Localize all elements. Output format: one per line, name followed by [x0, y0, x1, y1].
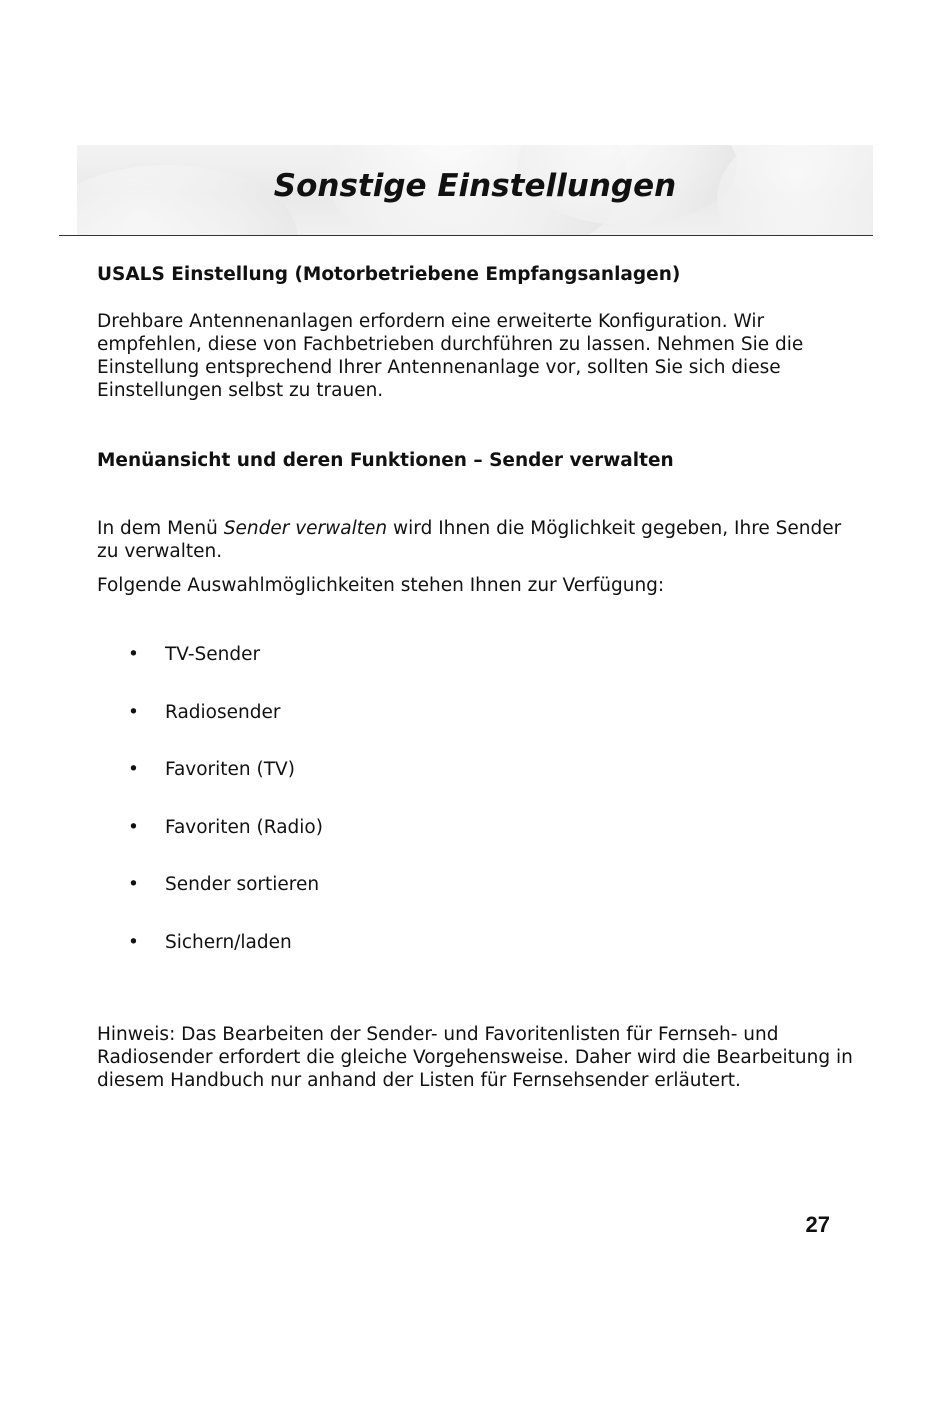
- page-number: 27: [805, 1212, 830, 1237]
- page-title: Sonstige Einstellungen: [273, 168, 677, 204]
- note-paragraph: Hinweis: Das Bearbeiten der Sender- und Favoritenlisten für Fernseh- und Radiosender erfordert die gleiche Vorgehensweise. Daher wird die Bearbeitung in diesem Handbuch nur anhand der Listen für Fernsehsender erläutert.: [97, 1024, 853, 1091]
- list-item: [97, 873, 323, 931]
- intro-text-start: In dem Menü: [97, 518, 224, 539]
- options-list: [97, 643, 323, 989]
- list-item-label: TV-Sender: [165, 644, 261, 665]
- intro-text-end: wird Ihnen die Möglichkeit gegeben, Ihre Sender zu verwalten.: [97, 518, 842, 562]
- bullet-icon: •: [128, 931, 139, 953]
- list-item-label: Favoriten (TV): [165, 759, 295, 781]
- list-item: [97, 931, 323, 989]
- list-item-label: Sender sortieren: [165, 874, 320, 896]
- bullet-icon: •: [128, 759, 139, 781]
- bullet-icon: •: [128, 701, 139, 723]
- section-heading-sender-verwalten: Menüansicht und deren Funktionen – Sender verwalten: [97, 450, 674, 471]
- list-item: [97, 643, 323, 701]
- list-item: [97, 816, 323, 874]
- bullet-icon: •: [128, 644, 139, 665]
- section-heading-usals: USALS Einstellung (Motorbetriebene Empfangsanlagen): [97, 264, 681, 285]
- list-item: [97, 701, 323, 759]
- usals-paragraph: Drehbare Antennenanlagen erfordern eine erweiterte Konfiguration. Wir empfehlen, diese von Fachbetrieben durchführen zu lassen. Nehmen Sie die Einstellung entsprechend Ihrer Antennenanlage vor, sollten Sie sich diese Einstellungen selbst zu trauen.: [97, 311, 804, 401]
- bullet-icon: •: [128, 816, 139, 838]
- list-item-label: Sichern/laden: [165, 931, 292, 953]
- list-item: [97, 758, 323, 816]
- bullet-icon: •: [128, 874, 139, 896]
- list-item-label: Radiosender: [165, 701, 281, 723]
- menu-intro-paragraph: [97, 517, 867, 563]
- options-lead-paragraph: Folgende Auswahlmöglichkeiten stehen Ihnen zur Verfügung:: [97, 575, 665, 596]
- list-item-label: Favoriten (Radio): [165, 816, 323, 838]
- header-divider: [59, 235, 873, 236]
- menu-name-emphasis: Sender verwalten: [223, 518, 388, 539]
